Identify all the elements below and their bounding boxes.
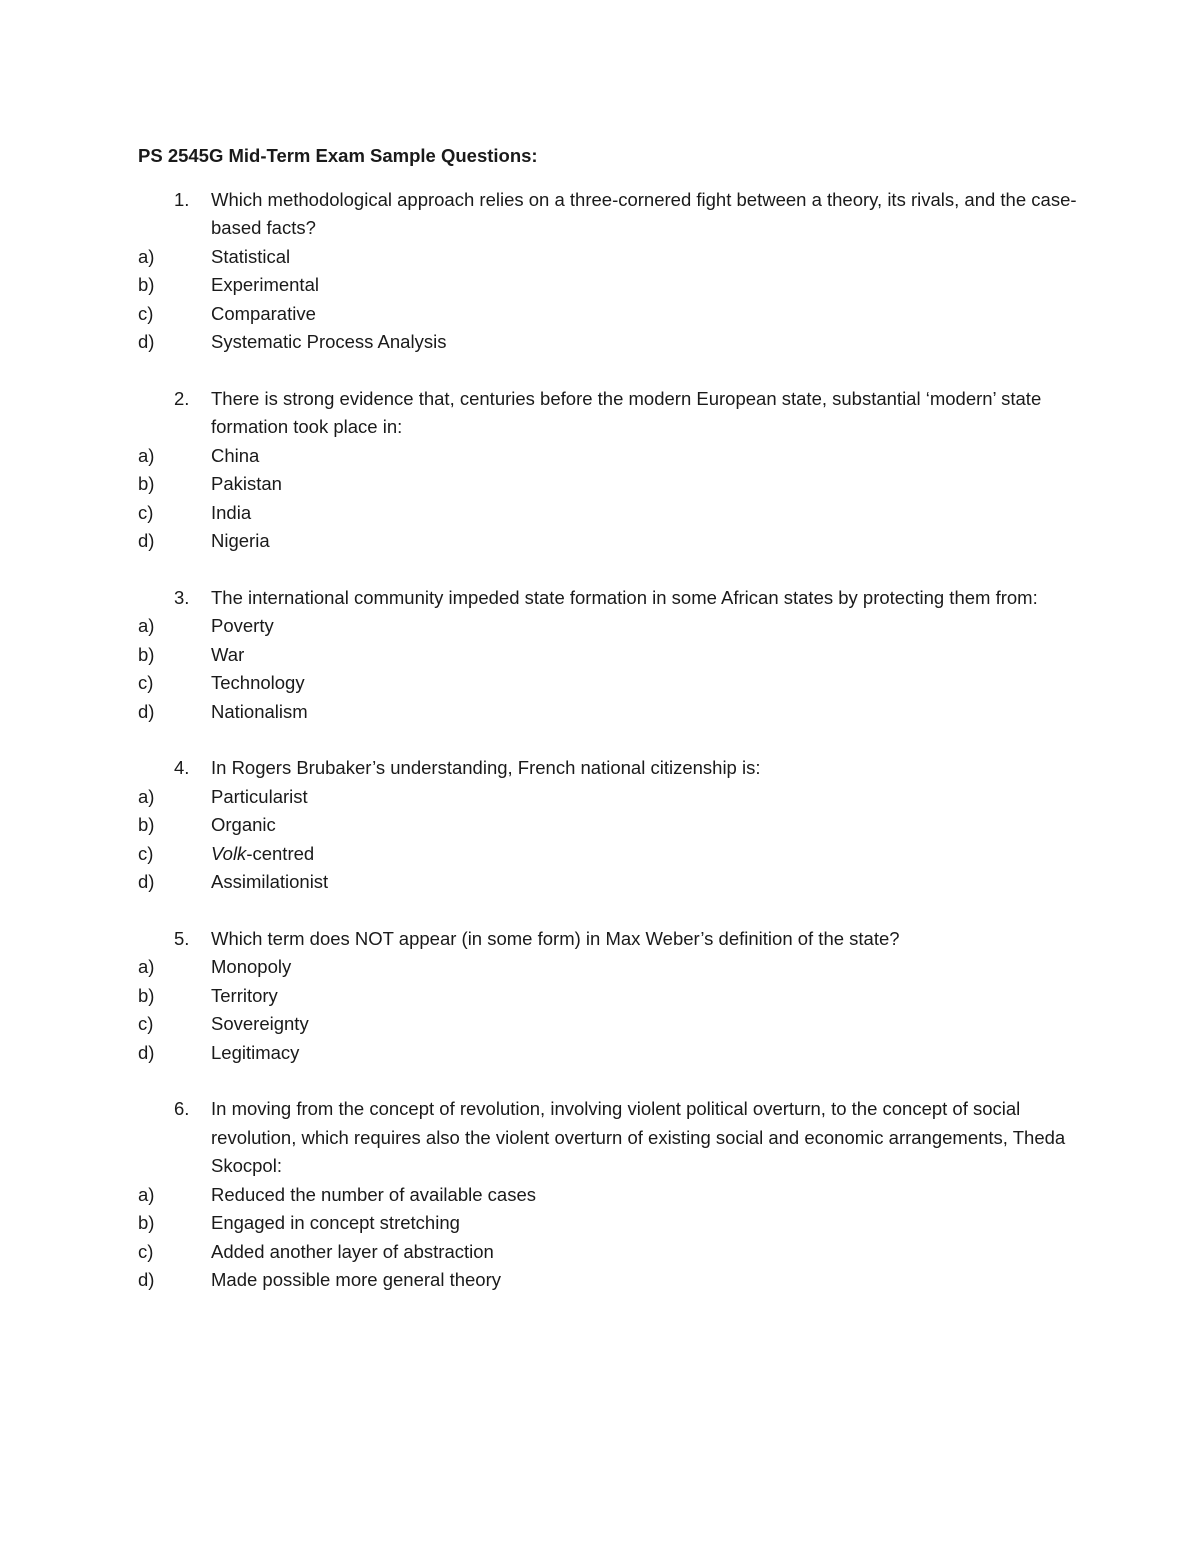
question-stem (138, 925, 1078, 954)
option-letter: d) (138, 1269, 155, 1290)
question-1 (138, 186, 1078, 357)
question-text: There is strong evidence that, centuries before the modern European state, substantial ‘modern’ state formation took place in: (211, 387, 1042, 437)
option-text: Experimental (211, 274, 319, 295)
option-text: India (211, 501, 252, 523)
question-number: 1. (174, 188, 190, 210)
answer-option (138, 470, 1078, 499)
question-4 (138, 754, 1078, 897)
option-text: Pakistan (211, 473, 282, 494)
answer-option (138, 527, 1078, 556)
option-text: Assimilationist (211, 871, 329, 892)
answer-option (138, 868, 1078, 897)
answer-option (138, 243, 1078, 272)
option-text: Statistical (211, 245, 291, 267)
option-text: Systematic Process Analysis (211, 331, 447, 352)
option-letter: c) (138, 672, 154, 693)
option-letter: c) (138, 501, 154, 523)
question-stem (138, 754, 1078, 783)
question-text: The international community impeded state formation in some African states by protecting them from: (211, 586, 1038, 608)
option-text: China (211, 444, 260, 466)
option-text: Territory (211, 984, 278, 1006)
option-letter: d) (138, 700, 155, 722)
question-text: Which methodological approach relies on a three-cornered fight between a theory, its rivals, and the case-based facts? (211, 188, 1077, 238)
question-5 (138, 925, 1078, 1068)
answer-option (138, 783, 1078, 812)
question-number: 5. (174, 927, 190, 949)
question-stem (138, 186, 1078, 243)
question-stem (138, 385, 1078, 442)
question-3 (138, 584, 1078, 727)
option-text (211, 840, 1078, 869)
answer-option (138, 1266, 1078, 1295)
option-letter: a) (138, 1183, 155, 1205)
answer-option (138, 982, 1078, 1011)
option-text: Monopoly (211, 956, 292, 977)
answer-option (138, 1010, 1078, 1039)
option-letter: b) (138, 814, 155, 835)
option-letter: b) (138, 984, 155, 1006)
option-text: Organic (211, 814, 276, 835)
option-letter: b) (138, 274, 155, 295)
option-text: Legitimacy (211, 1041, 300, 1063)
answer-option (138, 1238, 1078, 1267)
option-letter: c) (138, 842, 154, 864)
option-text-rest: -centred (246, 842, 315, 864)
answer-option (138, 1181, 1078, 1210)
answer-option (138, 840, 1078, 869)
option-letter: b) (138, 1212, 155, 1233)
option-letter: d) (138, 331, 155, 352)
answer-option (138, 953, 1078, 982)
answer-option (138, 499, 1078, 528)
option-text: Added another layer of abstraction (211, 1240, 494, 1262)
question-2 (138, 385, 1078, 556)
document-title: PS 2545G Mid-Term Exam Sample Questions: (138, 145, 538, 166)
question-text: Which term does NOT appear (in some form) in Max Weber’s definition of the state? (211, 927, 900, 949)
option-letter: d) (138, 530, 155, 551)
answer-option (138, 328, 1078, 357)
answer-option (138, 271, 1078, 300)
option-text: Poverty (211, 615, 274, 636)
option-text: Particularist (211, 785, 308, 807)
question-6 (138, 1095, 1078, 1295)
question-text: In Rogers Brubaker’s understanding, French national citizenship is: (211, 757, 761, 778)
question-stem (138, 584, 1078, 613)
option-letter: d) (138, 1041, 155, 1063)
option-text: Reduced the number of available cases (211, 1183, 536, 1205)
option-text: Engaged in concept stretching (211, 1212, 460, 1233)
question-number: 2. (174, 387, 190, 409)
answer-option (138, 1039, 1078, 1068)
question-number: 3. (174, 586, 190, 608)
answer-option (138, 612, 1078, 641)
option-letter: a) (138, 785, 155, 807)
document-content (138, 142, 1078, 1323)
option-letter: b) (138, 473, 155, 494)
option-text: Nigeria (211, 530, 270, 551)
question-number: 4. (174, 757, 190, 778)
option-text: War (211, 643, 245, 665)
option-text: Sovereignty (211, 1013, 309, 1034)
option-letter: a) (138, 245, 155, 267)
answer-option (138, 698, 1078, 727)
answer-option (138, 1209, 1078, 1238)
option-letter: a) (138, 615, 155, 636)
option-letter: c) (138, 1240, 154, 1262)
option-letter: b) (138, 643, 155, 665)
answer-option (138, 300, 1078, 329)
option-letter: c) (138, 1013, 154, 1034)
option-letter: a) (138, 444, 155, 466)
question-text: In moving from the concept of revolution, involving violent political overturn, to the concept of social revolution, which requires also the violent overturn of existing social and economic arrangements, Theda Skocpol: (211, 1098, 1066, 1176)
option-text: Made possible more general theory (211, 1269, 501, 1290)
answer-option (138, 641, 1078, 670)
question-number: 6. (174, 1098, 190, 1119)
option-letter: a) (138, 956, 155, 977)
option-text: Comparative (211, 302, 316, 324)
question-stem (138, 1095, 1078, 1181)
option-letter: c) (138, 302, 154, 324)
answer-option (138, 442, 1078, 471)
answer-option (138, 811, 1078, 840)
option-text: Nationalism (211, 700, 308, 722)
option-text-italic: Volk (211, 842, 247, 864)
option-letter: d) (138, 871, 155, 892)
answer-option (138, 669, 1078, 698)
option-text: Technology (211, 672, 305, 693)
